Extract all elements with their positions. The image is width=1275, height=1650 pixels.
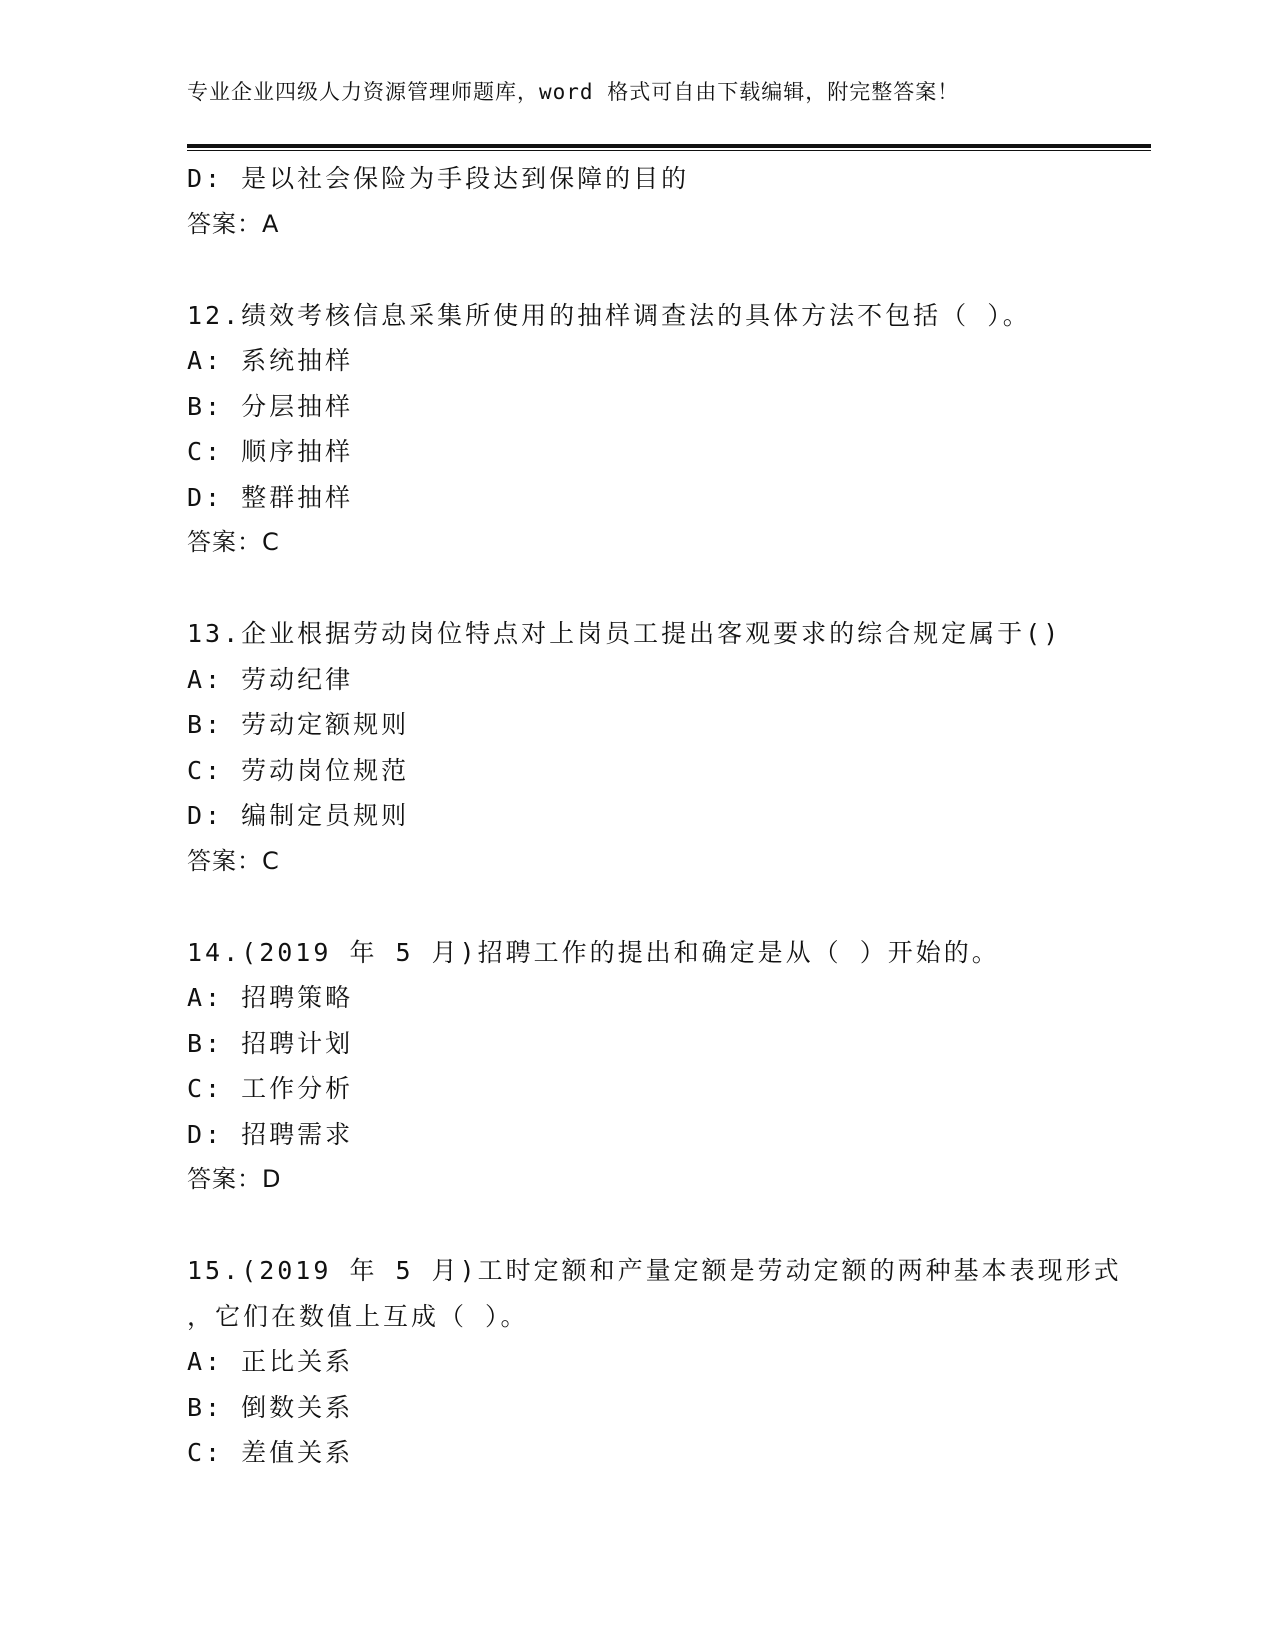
- header-rule-thick: [187, 144, 1151, 148]
- option-c: C: 劳动岗位规范: [187, 755, 410, 785]
- page-header: 专业企业四级人力资源管理师题库，word 格式可自由下载编辑，附完整答案！: [187, 80, 960, 104]
- answer: 答案：A: [187, 209, 280, 238]
- option-b: B: 劳动定额规则: [187, 710, 410, 739]
- option-a: A: 正比关系: [187, 1347, 354, 1376]
- spacer: [187, 1203, 1087, 1249]
- question-stem-continued: ，它们在数值上互成（ ）。: [187, 1301, 529, 1331]
- document-body: [187, 156, 1122, 1476]
- spacer: [187, 566, 1087, 612]
- option-b: B: 分层抽样: [187, 391, 354, 421]
- answer: 答案：C: [187, 846, 280, 875]
- header-rule-thin: [187, 150, 1151, 151]
- question-stem: 14.(2019 年 5 月)招聘工作的提出和确定是从（ ）开始的。: [187, 937, 1000, 967]
- question-12: [187, 293, 1087, 566]
- option-c: C: 差值关系: [187, 1438, 354, 1467]
- question-13: [187, 611, 1087, 884]
- option-a: A: 劳动纪律: [187, 664, 354, 694]
- option-d: D: 招聘需求: [187, 1119, 354, 1149]
- option-a: A: 招聘策略: [187, 983, 354, 1012]
- spacer: [187, 884, 1087, 930]
- option-c: C: 顺序抽样: [187, 437, 354, 466]
- question-stem: 12.绩效考核信息采集所使用的抽样调查法的具体方法不包括（ ）。: [187, 300, 1031, 330]
- option-b: B: 招聘计划: [187, 1028, 354, 1058]
- option-b: B: 倒数关系: [187, 1392, 354, 1422]
- answer: 答案：C: [187, 528, 280, 556]
- question-14: [187, 930, 1087, 1203]
- option-d: D: 编制定员规则: [187, 801, 410, 830]
- option-d: D: 整群抽样: [187, 482, 354, 512]
- option-a: A: 系统抽样: [187, 346, 354, 375]
- question-stem: 15.(2019 年 5 月)工时定额和产量定额是劳动定额的两种基本表现形式: [187, 1256, 1122, 1285]
- question-15: [187, 1248, 1122, 1476]
- answer: 答案：D: [187, 1165, 282, 1193]
- question-stem: 13.企业根据劳动岗位特点对上岗员工提出客观要求的综合规定属于(): [187, 619, 1062, 648]
- option-c: C: 工作分析: [187, 1074, 354, 1103]
- spacer: [187, 247, 1087, 293]
- option-d: D: 是以社会保险为手段达到保障的目的: [187, 164, 690, 193]
